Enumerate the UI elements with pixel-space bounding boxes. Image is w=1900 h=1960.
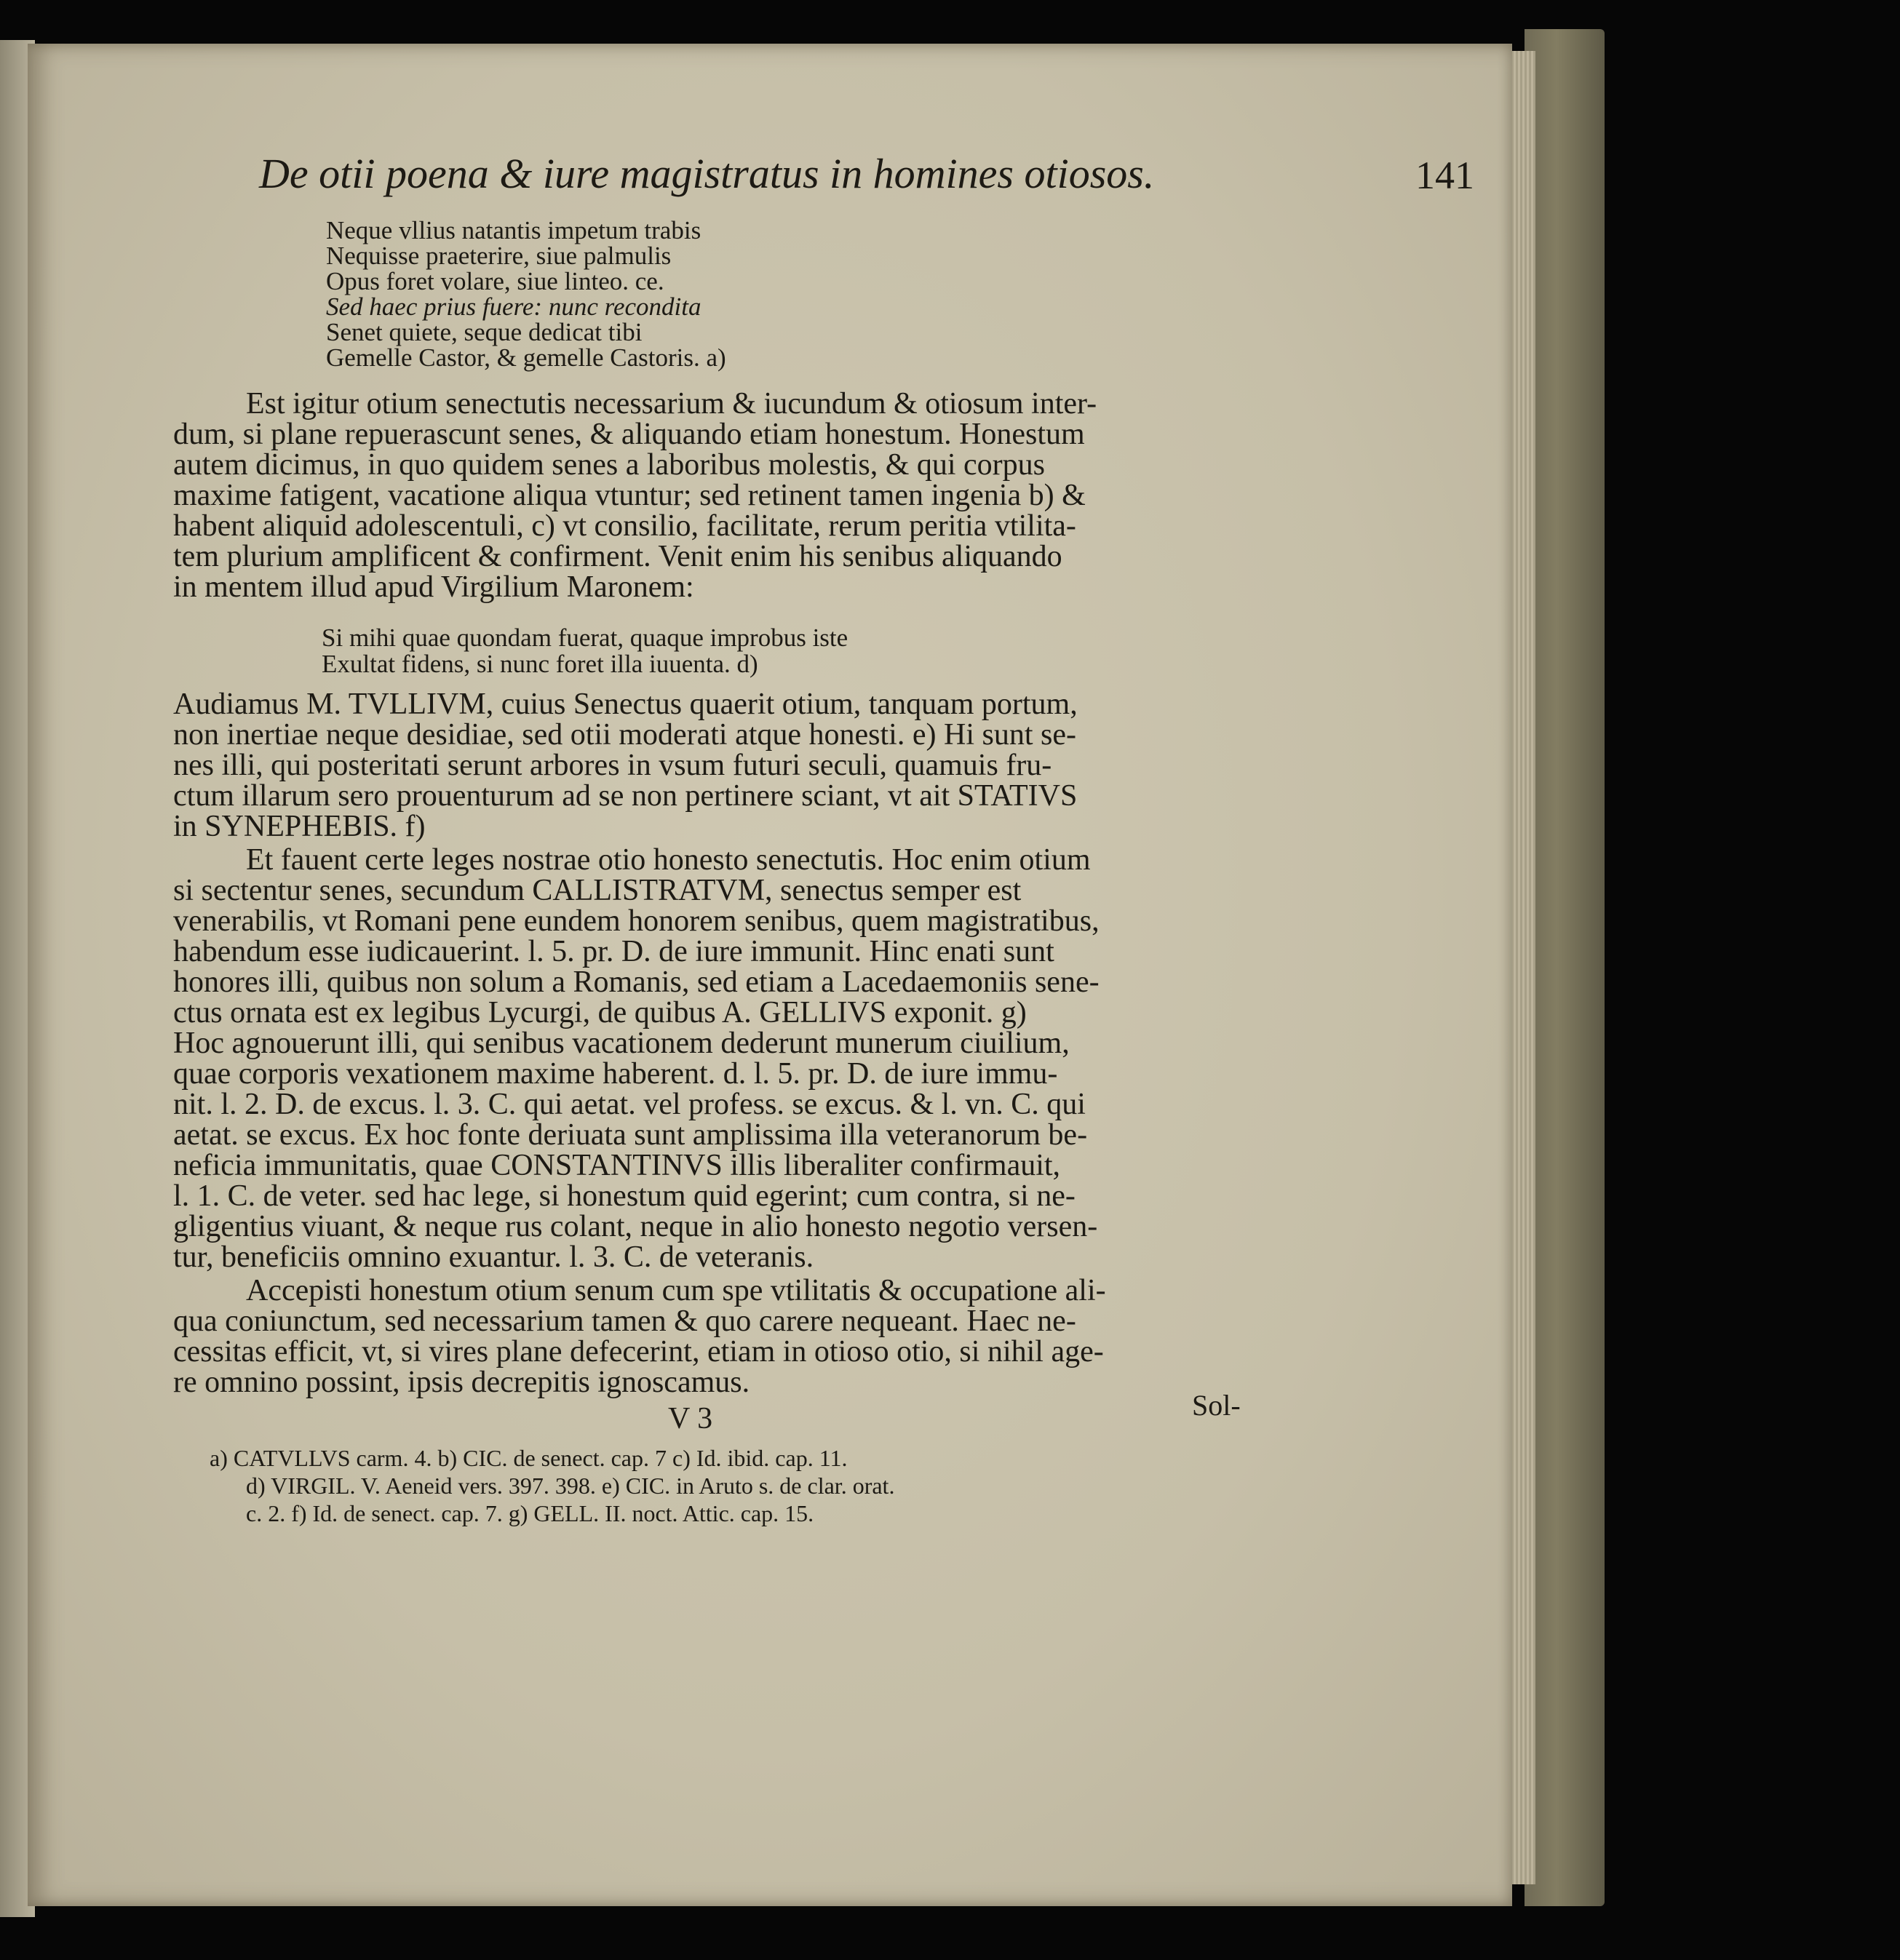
text-line: ctum illarum sero prouenturum ad se non pertinere sciant, vt ait STATIVS bbox=[173, 779, 1078, 813]
verse-line: Gemelle Castor, & gemelle Castoris. a) bbox=[326, 343, 726, 372]
text-line: tem plurium amplificent & confirment. Venit enim his senibus aliquando bbox=[173, 540, 1062, 573]
text-line: l. 1. C. de veter. sed hac lege, si honestum quid egerint; cum contra, si ne- bbox=[173, 1179, 1076, 1213]
text-line: re omnino possint, ipsis decrepitis ignoscamus. bbox=[173, 1366, 750, 1399]
text-line: in SYNEPHEBIS. f) bbox=[173, 810, 426, 843]
text-line: gligentius viuant, & neque rus colant, neque in alio honesto negotio versen- bbox=[173, 1210, 1098, 1243]
verse-line: Exultat fidens, si nunc foret illa iuuenta. d) bbox=[322, 650, 758, 678]
verse-line: Sed haec prius fuere: nunc recondita bbox=[326, 292, 701, 321]
verse-line: Neque vllius natantis impetum trabis bbox=[326, 216, 701, 244]
text-line: Hoc agnouerunt illi, qui senibus vacationem dederunt munerum ciuilium, bbox=[173, 1027, 1070, 1060]
text-line: in mentem illud apud Virgilium Maronem: bbox=[173, 570, 694, 604]
text-line: neficia immunitatis, quae CONSTANTINVS illis liberaliter confirmauit, bbox=[173, 1149, 1061, 1182]
text-line: quae corporis vexationem maxime haberent. d. l. 5. pr. D. de iure immu- bbox=[173, 1057, 1058, 1091]
text-line: Audiamus M. TVLLIVM, cuius Senectus quaerit otium, tanquam portum, bbox=[173, 688, 1078, 721]
text-line: nit. l. 2. D. de excus. l. 3. C. qui aetat. vel profess. se excus. & l. vn. C. qui bbox=[173, 1088, 1086, 1121]
text-line: honores illi, quibus non solum a Romanis, sed etiam a Lacedaemoniis sene- bbox=[173, 965, 1100, 999]
text-line: Accepisti honestum otium senum cum spe vtilitatis & occupatione ali- bbox=[246, 1274, 1106, 1307]
text-line: ctus ornata est ex legibus Lycurgi, de quibus A. GELLIVS exponit. g) bbox=[173, 996, 1027, 1029]
signature-mark: V 3 bbox=[668, 1402, 713, 1435]
footnote-line: d) VIRGIL. V. Aeneid vers. 397. 398. e) CIC. in Aruto s. de clar. orat. bbox=[246, 1473, 895, 1499]
running-title: De otii poena & iure magistratus in homines otiosos. bbox=[259, 150, 1155, 197]
text-line: habent aliquid adolescentuli, c) vt consilio, facilitate, rerum peritia vtilita- bbox=[173, 509, 1076, 543]
text-line: Est igitur otium senectutis necessarium & iucundum & otiosum inter- bbox=[246, 387, 1097, 421]
book-page bbox=[28, 44, 1512, 1906]
text-line: tur, beneficiis omnino exuantur. l. 3. C. de veteranis. bbox=[173, 1240, 814, 1274]
text-line: dum, si plane repuerascunt senes, & aliquando etiam honestum. Honestum bbox=[173, 418, 1085, 451]
verse-line: Opus foret volare, siue linteo. ce. bbox=[326, 267, 664, 295]
verse-line: Nequisse praeterire, siue palmulis bbox=[326, 242, 672, 270]
text-line: non inertiae neque desidiae, sed otii moderati atque honesti. e) Hi sunt se- bbox=[173, 718, 1076, 752]
catchword: Sol- bbox=[1192, 1389, 1241, 1422]
text-line: habendum esse iudicauerint. l. 5. pr. D. de iure immunit. Hinc enati sunt bbox=[173, 935, 1054, 968]
footnote-line: c. 2. f) Id. de senect. cap. 7. g) GELL. II. noct. Attic. cap. 15. bbox=[246, 1500, 814, 1526]
text-line: Et fauent certe leges nostrae otio honesto senectutis. Hoc enim otium bbox=[246, 843, 1091, 877]
verse-line: Senet quiete, seque dedicat tibi bbox=[326, 318, 643, 346]
text-line: aetat. se excus. Ex hoc fonte deriuata sunt amplissima illa veteranorum be- bbox=[173, 1118, 1088, 1152]
text-line: si sectentur senes, secundum CALLISTRATVM, senectus semper est bbox=[173, 874, 1022, 907]
text-line: nes illi, qui posteritati serunt arbores in vsum futuri seculi, quamuis fru- bbox=[173, 749, 1052, 782]
text-line: maxime fatigent, vacatione aliqua vtuntur; sed retinent tamen ingenia b) & bbox=[173, 479, 1086, 512]
text-line: autem dicimus, in quo quidem senes a laboribus molestis, & qui corpus bbox=[173, 448, 1046, 482]
footnote-line: a) CATVLLVS carm. 4. b) CIC. de senect. cap. 7 c) Id. ibid. cap. 11. bbox=[210, 1445, 848, 1471]
text-line: venerabilis, vt Romani pene eundem honorem senibus, quem magistratibus, bbox=[173, 904, 1100, 938]
book-cover-edge bbox=[1525, 29, 1605, 1906]
text-line: cessitas efficit, vt, si vires plane defecerint, etiam in otioso otio, si nihil age- bbox=[173, 1335, 1104, 1369]
text-line: qua coniunctum, sed necessarium tamen & quo carere nequeant. Haec ne- bbox=[173, 1304, 1076, 1338]
verse-line: Si mihi quae quondam fuerat, quaque improbus iste bbox=[322, 624, 848, 652]
page-number: 141 bbox=[1415, 154, 1474, 197]
